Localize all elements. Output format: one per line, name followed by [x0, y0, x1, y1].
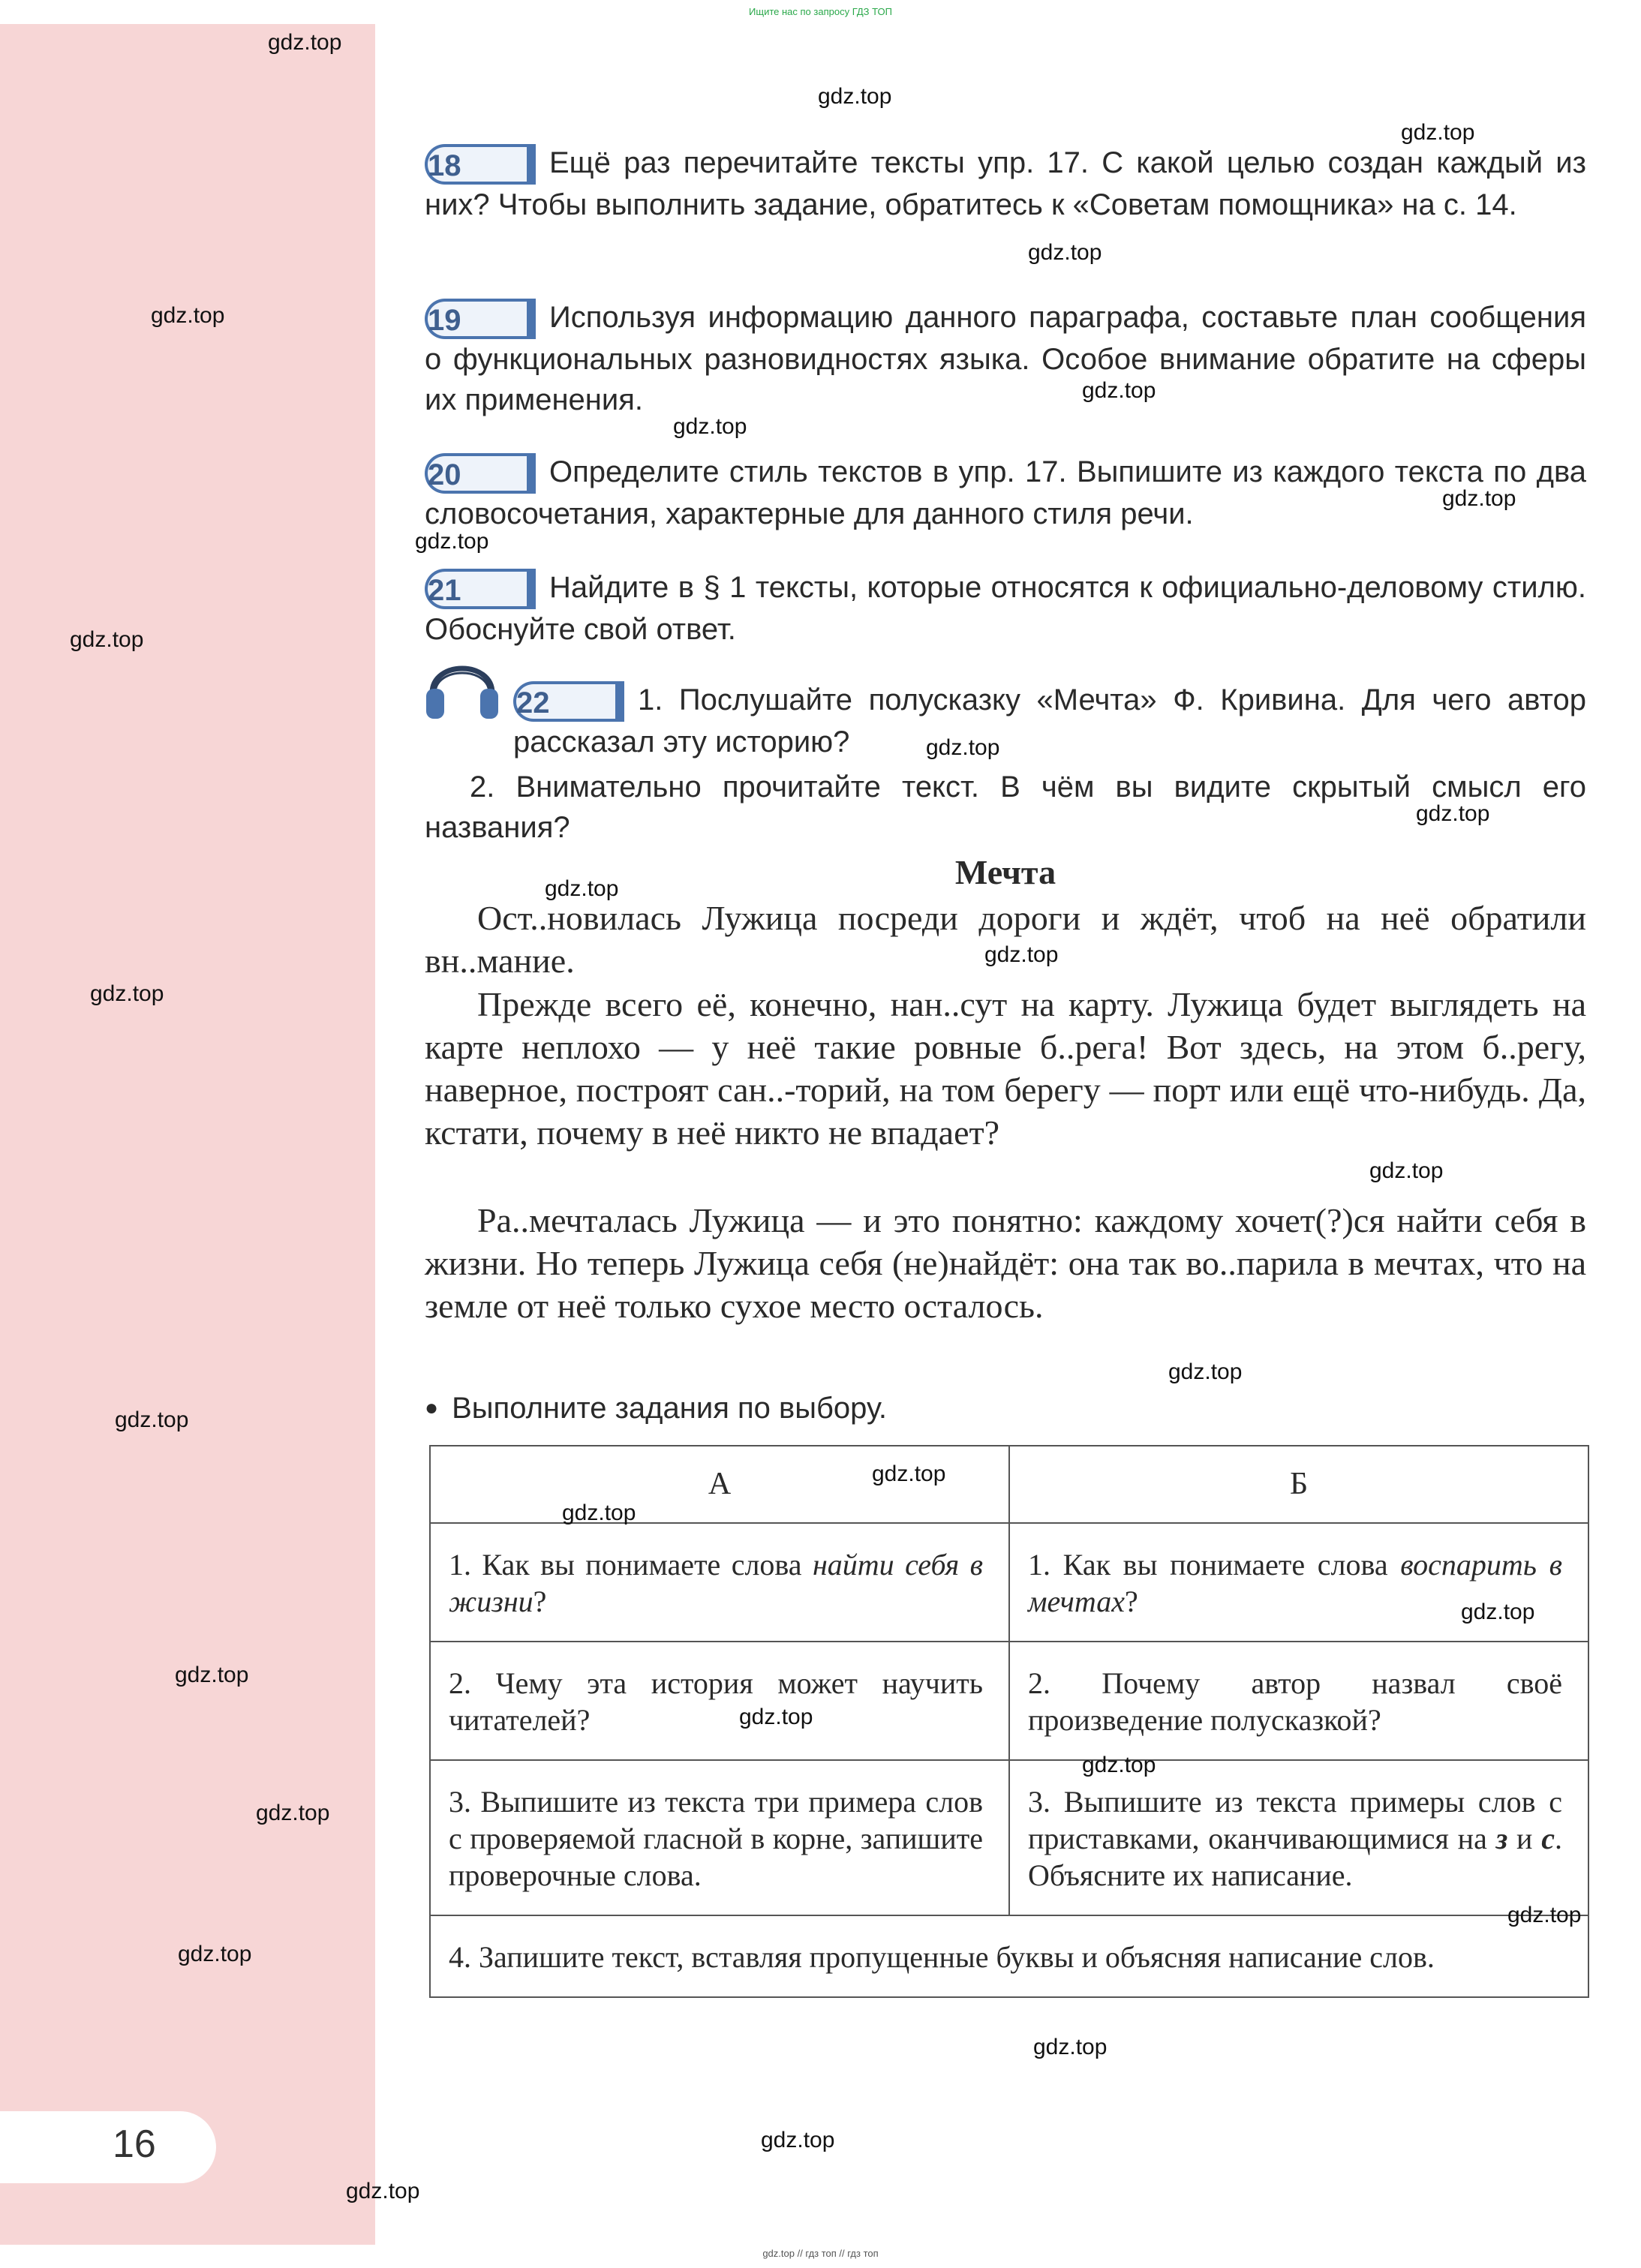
- watermark: gdz.top: [175, 1663, 249, 1687]
- story-paragraph: Ост..новилась Лужица посреди дороги и ждёт, чтоб на неё обратили вн..мание.: [425, 899, 1586, 980]
- table-cell: 3. Выпишите из текста примеры слов с приставками, оканчивающимися на з и с. Объясните их написание.: [1009, 1760, 1588, 1915]
- story-title: Мечта: [954, 853, 1056, 891]
- watermark: gdz.top: [1082, 378, 1156, 403]
- table-row: [430, 1760, 1588, 1915]
- watermark: gdz.top: [984, 942, 1059, 967]
- story-paragraph: Ра..мечталась Лужица — и это понятно: каждому хочет(?)ся найти себя в жизни. Но теперь Лужица себя (не)найдёт: она так во..парила в мечтах, что на земле от неё только сухое место осталось.: [425, 1201, 1586, 1325]
- watermark: gdz.top: [115, 1407, 189, 1432]
- watermark: gdz.top: [1416, 801, 1490, 826]
- table-cell: 3. Выпишите из текста три примера слов с проверяемой гласной в корне, запишите проверочные слова.: [430, 1760, 1009, 1915]
- task-text: 1. Послушайте полусказку «Мечта» Ф. Кривина. Для чего автор рассказал эту историю?: [513, 683, 1586, 759]
- watermark: gdz.top: [268, 30, 342, 55]
- watermark: gdz.top: [256, 1801, 330, 1825]
- watermark: gdz.top: [70, 627, 144, 652]
- watermark: gdz.top: [1442, 486, 1516, 511]
- assignment-table: [429, 1445, 1589, 1998]
- task-text: Найдите в § 1 тексты, которые относятся к официально-деловому стилю. Обоснуйте свой ответ.: [425, 571, 1586, 646]
- watermark: gdz.top: [562, 1500, 636, 1525]
- watermark: gdz.top: [673, 414, 747, 439]
- task-20: [425, 452, 1586, 534]
- task-number-badge: 19: [425, 299, 536, 339]
- task-number-badge: 20: [425, 453, 536, 494]
- watermark: gdz.top: [926, 735, 1000, 760]
- column-b-header: Б: [1009, 1446, 1588, 1523]
- watermark: gdz.top: [818, 84, 892, 109]
- task-18: [425, 143, 1586, 225]
- header-note: Ищите нас по запросу ГДЗ ТОП: [749, 6, 892, 17]
- table-cell: 2. Чему эта история может научить читателей?: [430, 1642, 1009, 1760]
- footer-note: gdz.top // гдз топ // гдз топ: [762, 2248, 879, 2259]
- table-row: [430, 1915, 1588, 1997]
- headphones-icon: [425, 647, 500, 722]
- watermark: gdz.top: [1033, 2035, 1108, 2059]
- table-cell: 1. Как вы понимаете слова воспарить в мечтах?: [1009, 1523, 1588, 1642]
- table-row: [430, 1523, 1588, 1642]
- table-row: [430, 1642, 1588, 1760]
- page-number: 16: [113, 2122, 156, 2166]
- task-text: Используя информацию данного параграфа, составьте план сообщения о функциональных разновидностях языка. Особое внимание обратите на сферы их применения.: [425, 301, 1586, 416]
- watermark: gdz.top: [1082, 1753, 1156, 1777]
- page-margin: [0, 24, 375, 2245]
- watermark: gdz.top: [872, 1461, 946, 1486]
- watermark: gdz.top: [178, 1942, 252, 1966]
- watermark: gdz.top: [1401, 120, 1475, 145]
- page-number-tab: [0, 2111, 216, 2183]
- task-19: [425, 297, 1586, 420]
- story-paragraph: Прежде всего её, конечно, нан..сут на карту. Лужица будет выглядеть на карте неплохо — у неё такие ровные б..рега! Вот здесь, на этом б..регу, наверное, построят сан..-торий, на том берегу — порт или ещё что-нибудь. Да, кстати, почему в неё никто не впадает?: [425, 985, 1586, 1152]
- task-text: Определите стиль текстов в упр. 17. Выпишите из каждого текста по два словосочетания, характерные для данного стиля речи.: [425, 455, 1586, 530]
- watermark: gdz.top: [761, 2128, 835, 2152]
- task-number-badge: 18: [425, 144, 536, 185]
- table-cell: 4. Запишите текст, вставляя пропущенные буквы и объясняя написание слов.: [430, 1915, 1588, 1997]
- task-22: [513, 680, 1586, 762]
- watermark: gdz.top: [739, 1705, 813, 1729]
- watermark: gdz.top: [346, 2179, 420, 2203]
- table-cell: 2. Почему автор назвал своё произведение полусказкой?: [1009, 1642, 1588, 1760]
- task-21: [425, 567, 1586, 650]
- task-number-badge: 22: [513, 681, 624, 722]
- watermark: gdz.top: [545, 876, 619, 901]
- watermark: gdz.top: [1369, 1158, 1444, 1183]
- choice-instruction: ● Выполните задания по выбору.: [425, 1392, 888, 1425]
- task-22-part-2: 2. Внимательно прочитайте текст. В чём вы видите скрытый смысл его названия?: [425, 771, 1586, 844]
- bullet-icon: ●: [425, 1395, 439, 1420]
- watermark: gdz.top: [90, 981, 164, 1006]
- table-cell: 1. Как вы понимаете слова найти себя в жизни?: [430, 1523, 1009, 1642]
- task-number-badge: 21: [425, 569, 536, 609]
- watermark: gdz.top: [1028, 240, 1102, 265]
- watermark: gdz.top: [1461, 1600, 1535, 1624]
- watermark: gdz.top: [415, 529, 489, 554]
- watermark: gdz.top: [151, 303, 225, 328]
- watermark: gdz.top: [1168, 1359, 1243, 1384]
- column-a-header: А: [430, 1446, 1009, 1523]
- task-text: Ещё раз перечитайте тексты упр. 17. С какой целью создан каждый из них? Чтобы выполнить задание, обратитесь к «Советам помощника» на с. 14.: [425, 146, 1586, 221]
- watermark: gdz.top: [1507, 1903, 1582, 1927]
